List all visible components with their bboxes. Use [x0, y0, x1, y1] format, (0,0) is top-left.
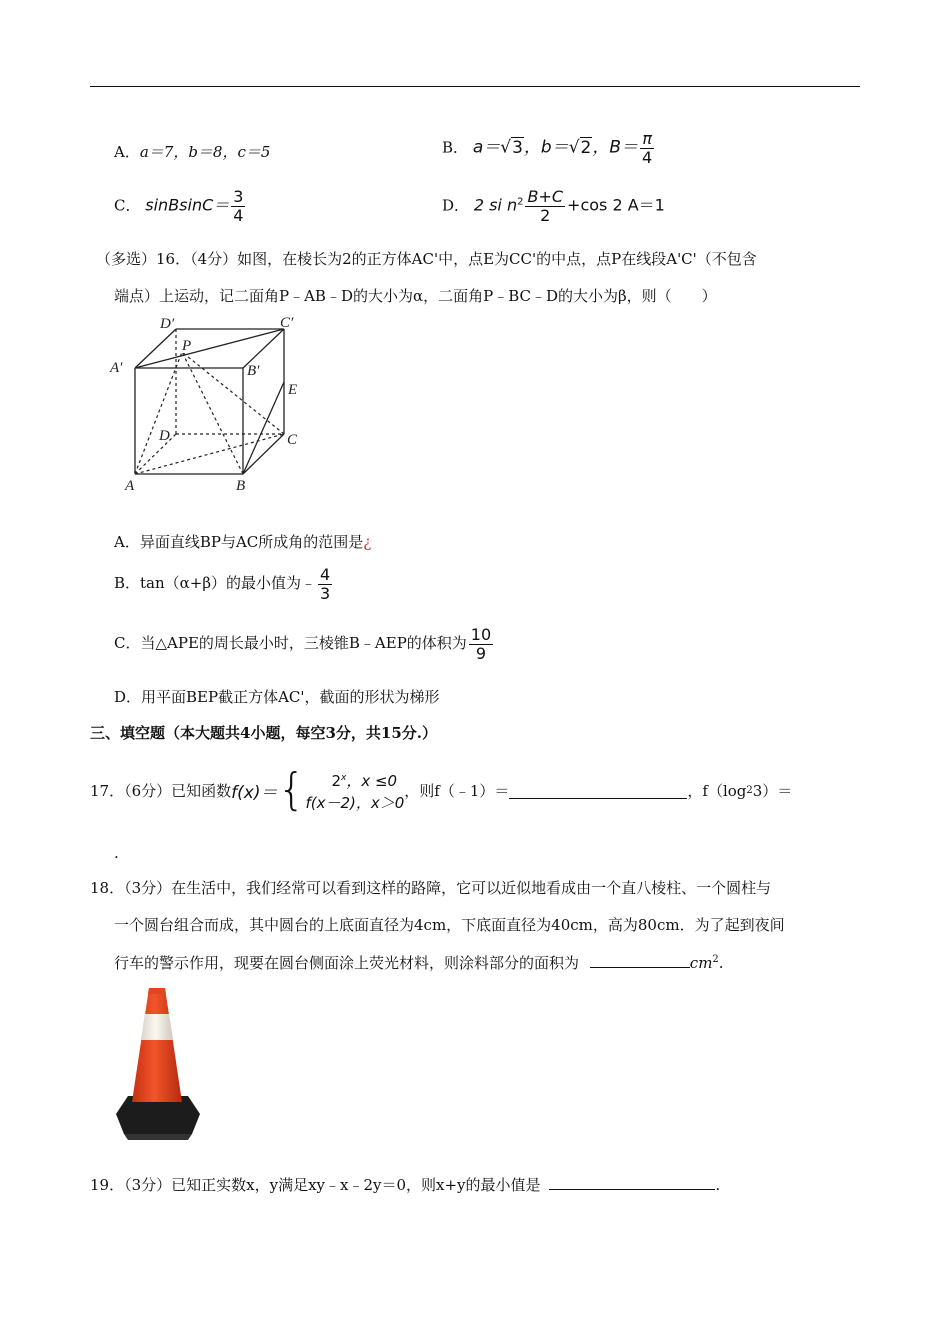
q16-option-b	[114, 566, 334, 602]
traffic-cone-image	[112, 984, 204, 1142]
label-b-prime: B′	[247, 363, 260, 379]
denominator: 2	[540, 205, 551, 225]
answer-blank[interactable]	[549, 1175, 715, 1190]
q18-line1: 18．（3分）在生活中，我们经常可以看到这样的路障，它可以近似地看成由一个直八棱柱、一个圆柱与	[90, 879, 772, 897]
q19-text: 19．（3分）已知正实数x，y满足xy﹣x﹣2y＝0，则x+y的最小值是	[90, 1176, 541, 1194]
case-1	[305, 767, 404, 792]
broken-symbol: ¿	[363, 533, 372, 551]
option-label: D．	[114, 688, 142, 706]
q17-text: 3）＝	[752, 781, 793, 800]
answer-blank[interactable]	[590, 953, 690, 968]
q18-text: 行车的警示作用，现要在圆台侧面涂上荧光材料，则涂料部分的面积为	[114, 954, 580, 972]
q15-option-d	[442, 188, 665, 224]
q15-option-c	[114, 188, 247, 224]
option-text: tan（α+β）的最小值为﹣	[140, 574, 317, 593]
case-1-condition: ，x ≤0	[346, 771, 398, 790]
denominator: 4	[233, 205, 244, 225]
option-text: 异面直线BP与AC所成角的范围是	[139, 533, 364, 551]
option-text: 用平面BEP截正方体AC'，截面的形状为梯形	[141, 688, 440, 706]
label-b: B	[236, 478, 246, 494]
fraction	[525, 188, 565, 224]
q16-option-c	[114, 626, 495, 662]
piecewise-cases	[305, 767, 404, 814]
formula-part: sinBsinC＝	[145, 195, 230, 215]
option-label: A．	[114, 143, 140, 161]
q17-text: ，则f（﹣1）＝	[404, 781, 510, 800]
label-c: C	[287, 432, 298, 448]
denominator: 4	[642, 147, 653, 167]
left-brace: {	[277, 764, 306, 815]
numerator: B+C	[527, 187, 564, 206]
numerator: π	[640, 130, 654, 149]
denominator: 3	[320, 583, 331, 603]
q17-text: ，f（log	[687, 781, 747, 800]
q19	[90, 1174, 720, 1195]
q18-line3	[114, 952, 724, 973]
answer-blank-1[interactable]	[509, 782, 687, 799]
period: .	[715, 1176, 721, 1194]
option-text: 当△APE的周长最小时，三棱锥B﹣AEP的体积为	[140, 634, 467, 653]
denominator: 9	[475, 643, 487, 663]
option-label: C．	[114, 196, 141, 215]
q15-option-a	[114, 141, 270, 162]
q16-option-d	[114, 686, 440, 707]
option-label: B．	[442, 138, 469, 157]
option-label: B．	[114, 574, 141, 593]
q18-line2: 一个圆台组合而成，其中圆台的上底面直径为4cm，下底面直径为40cm，高为80cm．为了起到夜间	[114, 916, 785, 934]
cube-figure	[108, 312, 308, 497]
q16-option-a	[114, 531, 371, 552]
q17-text: 17．（6分）已知函数	[90, 781, 232, 800]
label-d: D	[159, 428, 170, 444]
q17	[90, 764, 792, 816]
q16-line2: 端点）上运动，记二面角P﹣AB﹣D的大小为α，二面角P﹣BC﹣D的大小为β，则（ ）	[114, 287, 717, 305]
option-label: D．	[442, 196, 470, 215]
q17-answer-dot: .	[114, 844, 119, 862]
case-1-exponent: x	[341, 772, 347, 783]
formula-part: 2 si n	[473, 195, 518, 215]
section-heading: 三、填空题（本大题共4小题，每空3分，共15分.）	[90, 724, 437, 742]
case-2: f(x－2)，x＞0	[305, 793, 405, 812]
label-d-prime: D′	[160, 316, 175, 332]
formula-part: +cos 2 A＝1	[567, 195, 665, 215]
formula-part: ，B＝	[592, 137, 639, 158]
sqrt-symbol: √	[568, 137, 580, 158]
label-e: E	[288, 382, 298, 398]
label-c-prime: C′	[280, 315, 294, 331]
period: .	[718, 954, 724, 972]
radicand: 2	[580, 137, 592, 158]
option-label: C．	[114, 634, 141, 653]
unit-exponent: 2	[712, 954, 719, 965]
fraction	[640, 130, 654, 166]
q15-option-b	[442, 130, 656, 166]
formula-part: ，b＝	[523, 137, 569, 158]
superscript: 2	[517, 196, 524, 208]
numerator: 4	[320, 565, 331, 584]
fraction	[318, 566, 332, 602]
fraction	[469, 626, 493, 662]
unit: cm	[689, 954, 713, 972]
option-label: A．	[114, 533, 140, 551]
fraction	[231, 188, 245, 224]
numerator: 3	[233, 187, 244, 206]
q16-line1: （多选）16．（4分）如图，在棱长为2的正方体AC'中，点E为CC'的中点，点P在线段A'C'（不包含	[96, 250, 757, 268]
log-base: 2	[746, 784, 753, 796]
label-p: P	[182, 338, 192, 354]
q17-function: f(x)＝	[231, 782, 278, 803]
formula-part: a＝	[472, 137, 501, 158]
radicand: 3	[512, 137, 523, 158]
sqrt-symbol: √	[500, 137, 512, 158]
label-a-prime: A′	[110, 360, 123, 376]
header-rule	[90, 86, 860, 87]
numerator: 10	[470, 625, 492, 644]
option-text: a＝7，b＝8，c＝5	[139, 143, 271, 161]
label-a: A	[125, 478, 135, 494]
case-1-base: 2	[331, 771, 341, 790]
